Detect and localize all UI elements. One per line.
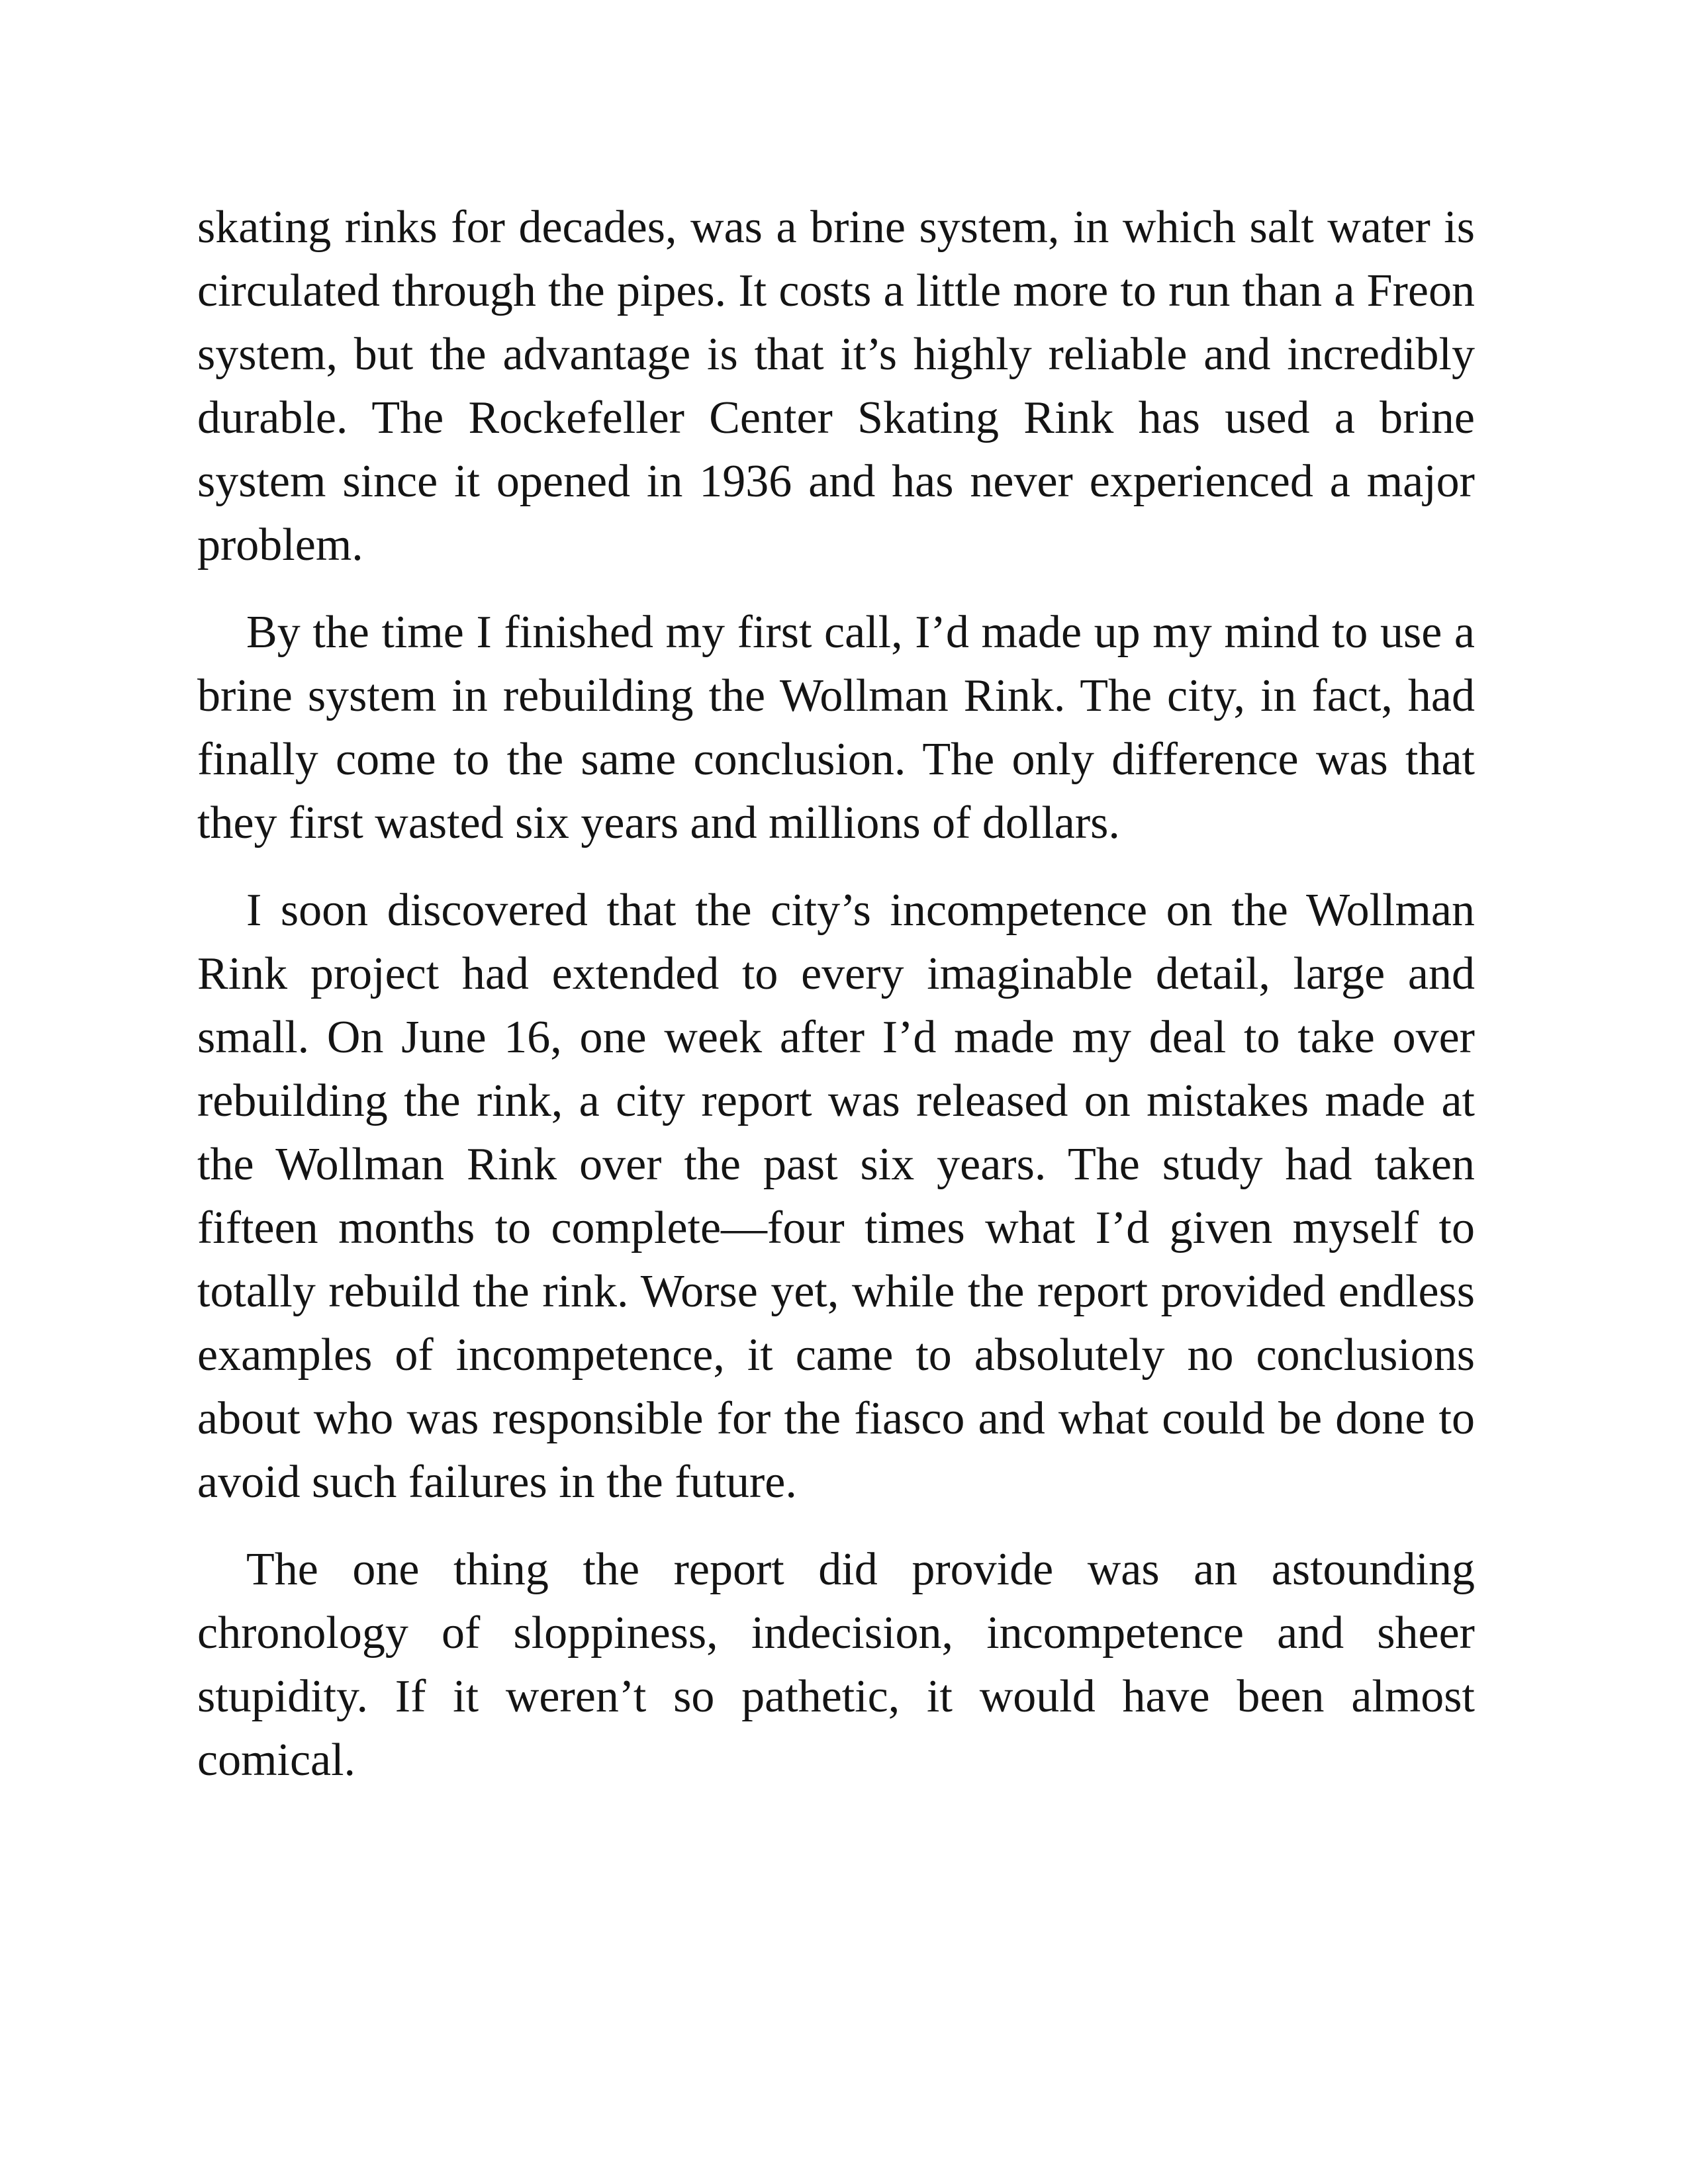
body-text — [197, 196, 1475, 1816]
paragraph-1: skating rinks for decades, was a brine system, in which salt water is circulated through the pipes. It costs a little more to run than a Freon system, but the advantage is that it’s highly reliable and incredibly durable. The Rockefeller Center Skating Rink has used a brine system since it opened in 1936 and has never experienced a major problem. — [197, 202, 1475, 570]
paragraph-2: By the time I finished my first call, I’d made up my mind to use a brine system in rebuilding the Wollman Rink. The city, in fact, had finally come to the same conclusion. The only difference was that they first wasted six years and millions of dollars. — [197, 607, 1475, 848]
paragraph-3: I soon discovered that the city’s incompetence on the Wollman Rink project had extended to every imaginable detail, large and small. On June 16, one week after I’d made my deal to take over rebuilding the rink, a city report was released on mistakes made at the Wollman Rink over the past six years. The study had taken fifteen months to complete—four times what I’d given myself to totally rebuild the rink. Worse yet, while the report provided endless examples of incompetence, it came to absolutely no conclusions about who was responsible for the fiasco and what could be done to avoid such failures in the future. — [197, 885, 1475, 1508]
paragraph-4: The one thing the report did provide was an astounding chronology of sloppiness, indecision, incompetence and sheer stupidity. If it weren’t so pathetic, it would have been almost comical. — [197, 1544, 1475, 1786]
